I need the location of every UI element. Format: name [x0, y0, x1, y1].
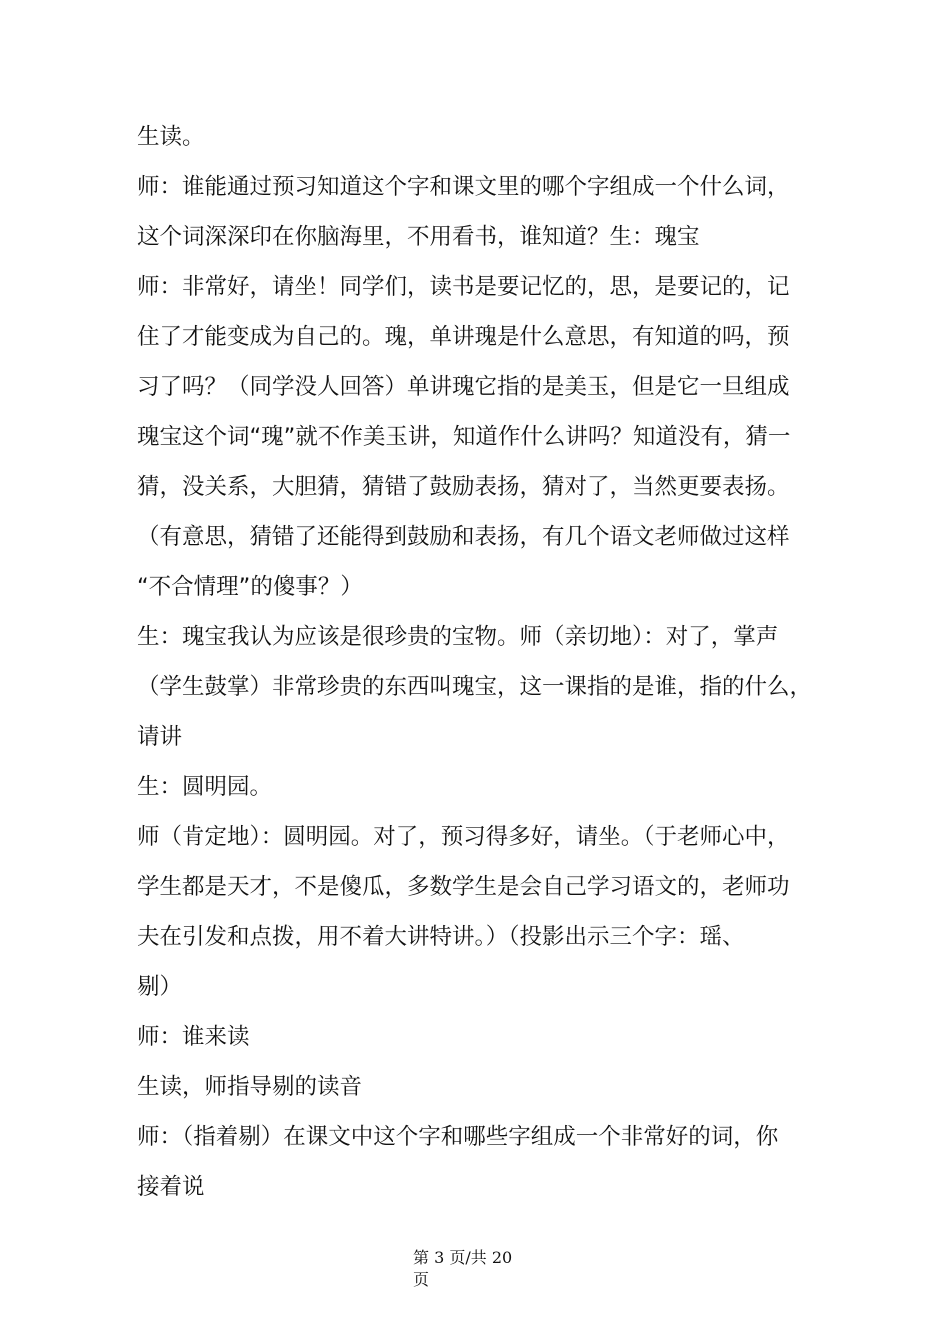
- text-line: 请讲: [137, 724, 183, 750]
- text-line: 生读，师指导剔的读音: [137, 1074, 363, 1100]
- text-line: 生读。: [137, 124, 205, 150]
- text-line: 师：（指着剔）在课文中这个字和哪些字组成一个非常好的词，你: [137, 1124, 779, 1150]
- text-line: 住了才能变成为自己的。瑰，单讲瑰是什么意思，有知道的吗，预: [137, 324, 790, 350]
- text-line: 学生都是天才，不是傻瓜，多数学生是会自己学习语文的，老师功: [137, 874, 790, 900]
- text-line: 瑰宝这个词“瑰”就不作美玉讲，知道作什么讲吗？知道没有，猜一: [137, 424, 791, 450]
- text-line: 剔）: [137, 974, 183, 1000]
- text-line: （有意思，猜错了还能得到鼓励和表扬，有几个语文老师做过这样: [137, 524, 790, 550]
- text-line: 生：圆明园。: [137, 774, 273, 800]
- page-number-footer: [413, 1247, 512, 1291]
- text-line: 生：瑰宝我认为应该是很珍贵的宝物。师（亲切地）：对了，掌声: [137, 624, 779, 650]
- text-line: 接着说: [137, 1174, 205, 1200]
- page-number-line-2: 页: [413, 1270, 430, 1289]
- text-line: 这个词深深印在你脑海里，不用看书，谁知道？生：瑰宝: [137, 224, 700, 250]
- text-line: （学生鼓掌）非常珍贵的东西叫瑰宝，这一课指的是谁，指的什么，: [137, 674, 813, 700]
- text-line: 习了吗？（同学没人回答）单讲瑰它指的是美玉，但是它一旦组成: [137, 374, 790, 400]
- text-line: 猜，没关系，大胆猜，猜错了鼓励表扬，猜对了，当然更要表扬。: [137, 474, 790, 500]
- page-number-line-1: 第 3 页/共 20: [413, 1248, 513, 1267]
- text-line: 师：非常好，请坐！同学们，读书是要记忆的，思，是要记的，记: [137, 274, 790, 300]
- text-line: 师：谁能通过预习知道这个字和课文里的哪个字组成一个什么词，: [137, 174, 790, 200]
- text-line: 师：谁来读: [137, 1024, 250, 1050]
- text-line: “不合情理”的傻事？）: [137, 574, 363, 600]
- text-line: 夫在引发和点拨，用不着大讲特讲。）（投影出示三个字：瑶、: [137, 924, 745, 950]
- text-line: 师（肯定地）：圆明园。对了，预习得多好，请坐。（于老师心中，: [137, 824, 790, 850]
- document-body: [137, 112, 837, 1212]
